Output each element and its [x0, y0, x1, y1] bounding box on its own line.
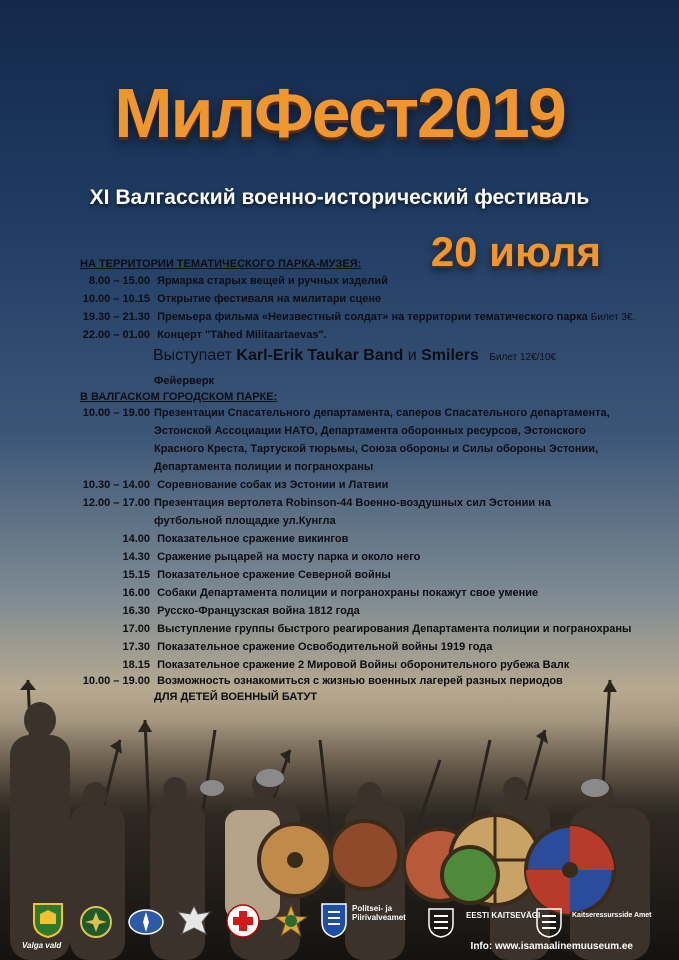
defence-league-logo — [80, 906, 112, 938]
schedule-desc: Соревнование собак из Эстонии и Латвии — [157, 479, 389, 491]
defence-forces-label: EESTI KAITSEVÄGI — [466, 911, 541, 920]
schedule-row — [80, 638, 492, 656]
fireworks-label: Фейерверк — [154, 375, 215, 387]
emblem-icon — [80, 906, 112, 938]
red-cross-icon — [226, 904, 260, 938]
schedule-desc: Русско-Французская война 1812 года — [157, 605, 360, 617]
schedule-row — [80, 584, 538, 602]
schedule-desc: Презентации Спасательного департамента, саперов Спасательного департамента, Эстонской Ассоциации НАТО, Департамента оборонных ресурсов, Эстонского Красного Креста, Тартуской тюрьмы, Союза обороны и Силы обороны Эстонии, Департамента полиции и погранохраны — [154, 407, 610, 473]
schedule-row — [80, 620, 631, 638]
schedule-time: 14.00 — [122, 533, 150, 545]
festival-title: МилФест2019 — [114, 74, 565, 152]
schedule-time: 16.30 — [122, 605, 150, 617]
defence-resources-logo — [536, 908, 562, 938]
schedule-row — [80, 326, 327, 344]
schedule-desc: Собаки Департамента полиции и погранохраны покажут свое умение — [157, 587, 539, 599]
defence-resources-label: Kaitseressursside Amet — [572, 912, 652, 919]
schedule-time: 14.30 — [122, 551, 150, 563]
schedule-row — [80, 548, 420, 566]
trampoline-note: ДЛЯ ДЕТЕЙ ВОЕННЫЙ БАТУТ — [154, 691, 318, 703]
schedule-time: 10.00 – 19.00 — [82, 675, 150, 687]
section-heading-park-museum: НА ТЕРРИТОРИИ ТЕМАТИЧЕСКОГО ПАРКА-МУЗЕЯ: — [80, 258, 362, 270]
valga-crest-icon — [32, 902, 64, 938]
schedule-time: 17.30 — [122, 641, 150, 653]
ticket-price: Билет 12€/10€ — [489, 352, 557, 363]
performers-and: и — [407, 347, 417, 364]
schedule-row — [80, 566, 391, 584]
nato-association-logo — [128, 906, 164, 938]
schedule-desc: Показательное сражение Северной войны — [157, 569, 391, 581]
schedule-time: 8.00 – 15.00 — [88, 275, 150, 287]
schedule-desc: Показательное сражение Освободительной войны 1919 года — [157, 641, 493, 653]
lions-crest-icon — [428, 908, 454, 938]
schedule-row — [80, 476, 388, 494]
band-name: Karl-Erik Taukar Band — [236, 347, 404, 364]
info-website: Info: www.isamaalinemuuseum.ee — [470, 941, 633, 952]
schedule-desc: Сражение рыцарей на мосту парка и около него — [157, 551, 421, 563]
section-heading-city-park: В ВАЛГАСКОМ ГОРОДСКОМ ПАРКЕ: — [80, 391, 278, 403]
eagle-icon — [176, 902, 212, 938]
ticket-price: Билет 3€. — [590, 312, 636, 323]
schedule-desc: Презентация вертолета Robinson-44 Военно-воздушных сил Эстонии на футбольной площадке ул.Кунгла — [154, 497, 551, 527]
schedule-time: 18.15 — [122, 659, 150, 671]
eagle-emblem-logo — [176, 902, 212, 938]
schedule-desc: Выступление группы быстрого реагирования Департамента полиции и погранохраны — [157, 623, 632, 635]
band-name: Smilers — [421, 347, 479, 364]
schedule-time: 16.00 — [122, 587, 150, 599]
festival-date: 20 июля — [430, 228, 601, 275]
schedule-row — [80, 308, 635, 327]
valga-vald-logo — [30, 902, 66, 938]
police-shield-logo — [320, 902, 348, 938]
schedule-desc: Ярмарка старых вещей и ручных изделий — [157, 275, 388, 287]
schedule-row — [80, 404, 620, 476]
defence-forces-logo — [428, 908, 454, 938]
schedule-time: 10.00 – 19.00 — [82, 407, 150, 419]
performers-lead: Выступает — [153, 347, 232, 364]
schedule-row — [80, 290, 381, 308]
red-cross-logo — [226, 904, 260, 938]
schedule-row — [80, 494, 620, 530]
schedule-desc: Показательное сражение викингов — [157, 533, 349, 545]
schedule-row — [80, 602, 360, 620]
concert-performers — [153, 347, 556, 365]
valga-vald-label: Valga vald — [22, 941, 62, 950]
lions-crest-icon — [536, 908, 562, 938]
schedule-row — [80, 530, 348, 548]
schedule-desc: Премьера фильма «Неизвестный солдат» на территории тематического парка — [157, 311, 588, 323]
star-badge-icon — [274, 904, 308, 938]
schedule-desc: Возможность ознакомиться с жизнью военных лагерей разных периодов — [157, 675, 563, 687]
schedule-time: 22.00 – 01.00 — [82, 329, 150, 341]
schedule-desc: Открытие фестиваля на милитари сцене — [157, 293, 382, 305]
compass-icon — [128, 906, 164, 938]
schedule-time: 10.00 – 10.15 — [82, 293, 150, 305]
schedule-time: 12.00 – 17.00 — [82, 497, 150, 509]
schedule-row — [80, 272, 388, 290]
schedule-time: 15.15 — [122, 569, 150, 581]
police-border-guard-label: Politsei- ja Piirivalveamet — [352, 904, 406, 922]
schedule-time: 10.30 – 14.00 — [82, 479, 150, 491]
schedule-time: 17.00 — [122, 623, 150, 635]
schedule-time: 19.30 – 21.30 — [82, 311, 150, 323]
schedule-desc: Показательное сражение 2 Мировой Войны оборонительного рубежа Валк — [157, 659, 570, 671]
schedule-desc: Концерт "Tähed Militaartaevas". — [157, 329, 327, 341]
military-badge-logo — [274, 904, 308, 938]
festival-subtitle: XI Валгасский военно-исторический фестиваль — [89, 186, 590, 209]
shield-icon — [320, 902, 348, 938]
